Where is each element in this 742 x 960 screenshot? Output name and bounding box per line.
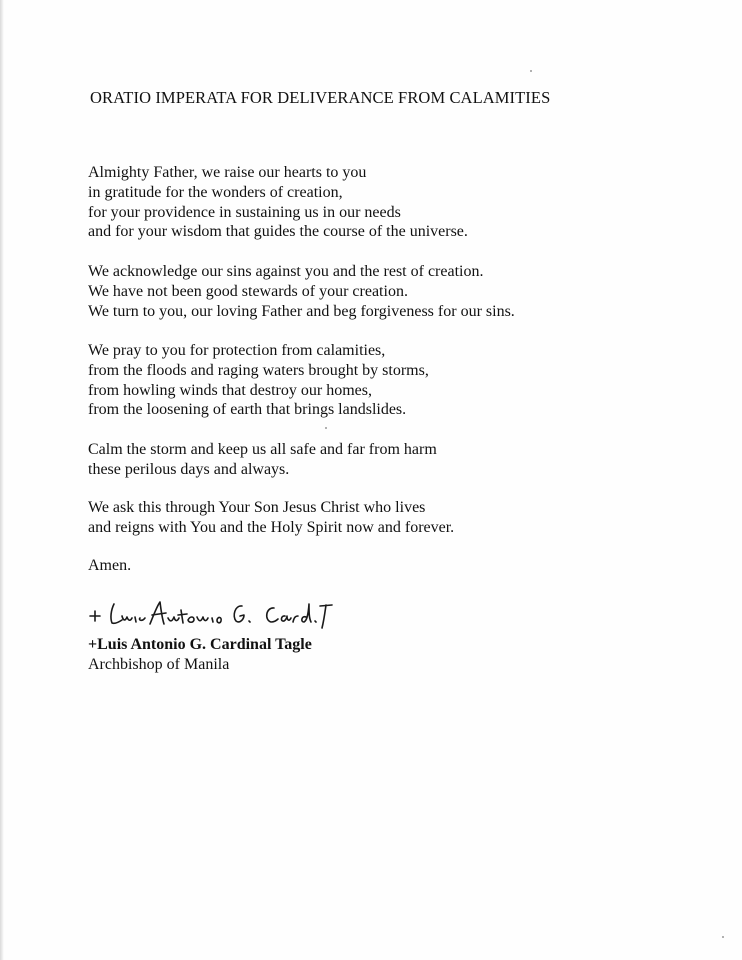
stanza-1 [88,163,468,242]
stanza-line: from the loosening of earth that brings landslides. [88,401,407,419]
scan-speck [530,70,532,72]
stanza-line: and for your wisdom that guides the course of the universe. [88,223,468,241]
stanza-line: We acknowledge our sins against you and the rest of creation. [88,263,484,280]
stanza-line: We ask this through Your Son Jesus Christ who lives [88,499,426,516]
stanza-line: from the floods and raging waters brought by storms, [88,361,429,379]
page-edge-shadow [0,0,4,960]
stanza-line: We turn to you, our loving Father and beg forgiveness for our sins. [88,302,515,320]
stanza-line: from howling winds that destroy our homes, [88,381,372,399]
stanza-line: for your providence in sustaining us in our needs [88,203,401,221]
stanza-line: We pray to you for protection from calamities, [88,342,386,359]
scan-speck [325,427,327,429]
stanza-line: We have not been good stewards of your creation. [88,282,408,300]
stanza-line: in gratitude for the wonders of creation, [88,183,343,201]
stanza-line: Almighty Father, we raise our hearts to you [88,164,367,181]
signer-title: Archbishop of Manila [88,656,230,673]
scan-speck [722,936,724,938]
document-title: ORATIO IMPERATA FOR DELIVERANCE FROM CALAMITIES [90,88,551,107]
stanza-5 [88,498,454,538]
stanza-line: and reigns with You and the Holy Spirit now and forever. [88,518,455,536]
closing-amen: Amen. [88,557,132,574]
handwritten-signature [84,596,334,636]
stanza-line: Calm the storm and keep us all safe and far from harm [88,441,437,458]
stanza-2 [88,262,515,321]
stanza-line: these perilous days and always. [88,460,290,478]
signer-name: +Luis Antonio G. Cardinal Tagle [88,636,312,653]
stanza-4 [88,440,437,480]
stanza-3 [88,341,429,420]
